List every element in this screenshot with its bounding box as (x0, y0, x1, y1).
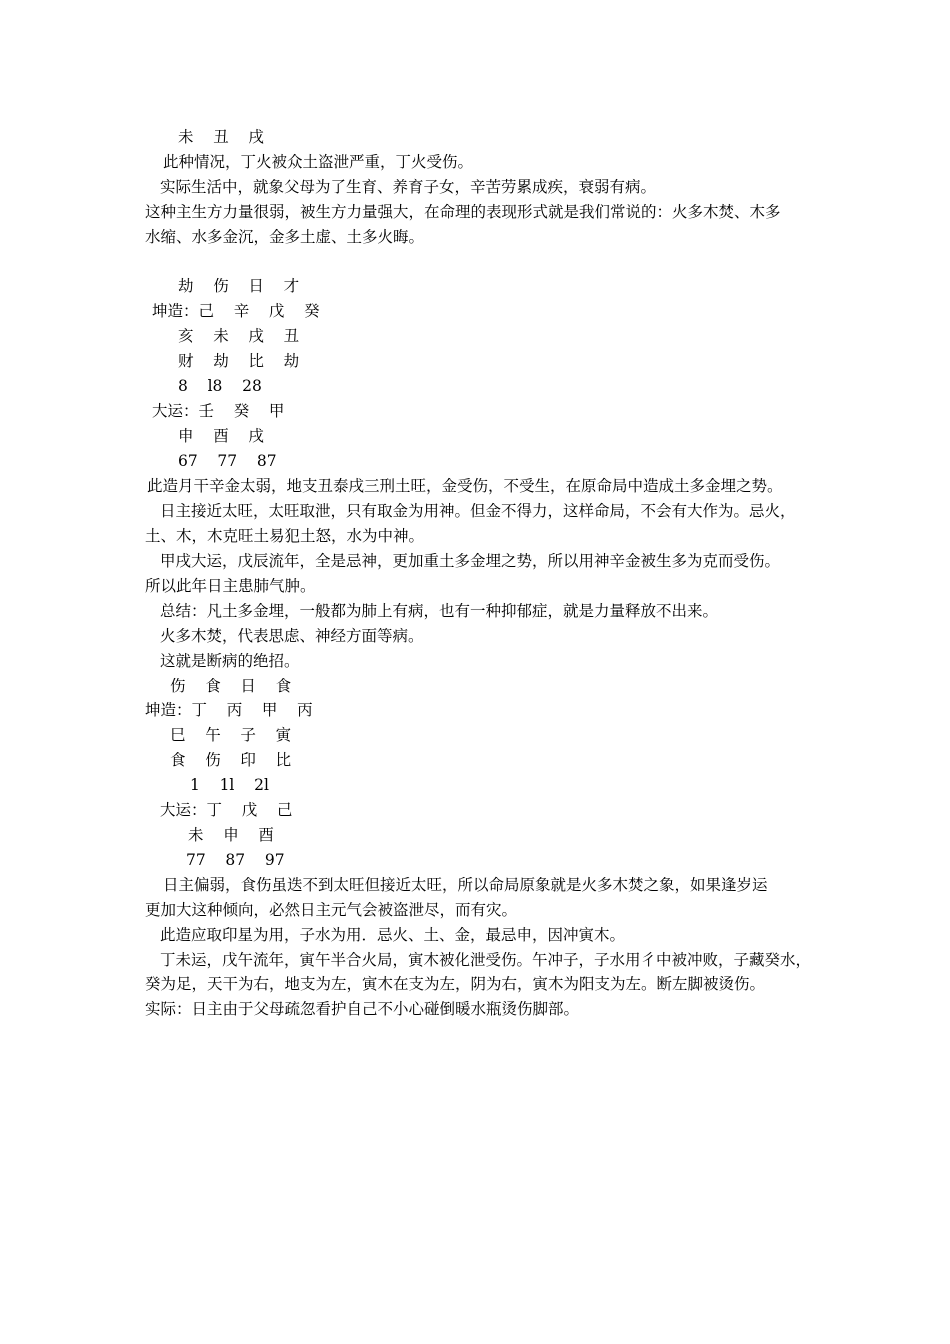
text-line: 67 77 87 (178, 452, 277, 470)
text-line: 所以此年日主患肺气肿。 (145, 577, 316, 595)
text-line: 巳 午 子 寅 (170, 726, 292, 744)
text-line: 癸为足，天干为右，地支为左，寅木在支为左，阴为右，寅木为阳支为左。断左脚被烫伤。 (145, 975, 766, 993)
text-line: 财 劫 比 劫 (178, 352, 300, 370)
text-line: 大运：壬 癸 甲 (152, 402, 285, 420)
text-line: 此造应取印星为用，子水为用．忌火、土、金，最忌申，因冲寅木。 (160, 926, 626, 944)
text-line: 食 伤 印 比 (170, 751, 292, 769)
text-line: 77 87 97 (186, 851, 285, 869)
text-line: 日主接近太旺，太旺取泄，只有取金为用神。但金不得力，这样命局，不会有大作为。忌火， (160, 502, 796, 520)
text-line: 此种情况，丁火被众土盗泄严重，丁火受伤。 (163, 153, 474, 171)
text-line: 坤造：丁 丙 甲 丙 (145, 701, 313, 719)
text-line: 申 酉 戌 (178, 427, 264, 445)
text-line: 坤造：己 辛 戊 癸 (152, 302, 320, 320)
text-line: 这就是断病的绝招。 (160, 652, 300, 670)
text-line: 8 l8 28 (178, 377, 262, 395)
text-line: 甲戌大运，戊辰流年，全是忌神，更加重土多金埋之势，所以用神辛金被生多为克而受伤。 (160, 552, 781, 570)
text-line: 亥 未 戌 丑 (178, 327, 300, 345)
text-line: 实际：日主由于父母疏忽看护自己不小心碰倒暖水瓶烫伤脚部。 (145, 1000, 580, 1018)
text-line: 水缩、水多金沉，金多土虚、土多火晦。 (145, 228, 425, 246)
text-line: 劫 伤 日 才 (178, 277, 300, 295)
text-line: 丁未运，戊午流年，寅午半合火局，寅木被化泄受伤。午冲子，子水用彳中被冲败，子藏癸水， (160, 951, 812, 969)
text-line: 此造月干辛金太弱，地支丑泰戌三刑土旺，金受伤，不受生，在原命局中造成土多金埋之势。 (147, 477, 783, 495)
text-line: 更加大这种倾向，必然日主元气会被盗泄尽，而有灾。 (145, 901, 518, 919)
text-line: 实际生活中，就象父母为了生育、养育子女，辛苦劳累成疾，衰弱有病。 (160, 178, 657, 196)
text-line: 未 申 酉 (188, 826, 274, 844)
text-line: 伤 食 日 食 (170, 677, 292, 695)
text-line: 未 丑 戌 (178, 128, 264, 146)
text-line: 1 1l 2l (190, 776, 269, 794)
text-line: 这种主生方力量很弱，被生方力量强大，在命理的表现形式就是我们常说的：火多木焚、木多 (145, 203, 781, 221)
text-line: 土、木，木克旺土易犯土怒，水为中神。 (145, 527, 425, 545)
text-line: 大运：丁 戊 己 (160, 801, 293, 819)
text-line: 日主偏弱，食伤虽迭不到太旺但接近太旺，所以命局原象就是火多木焚之象，如果逢岁运 (163, 876, 768, 894)
text-line: 火多木焚，代表思虑、神经方面等病。 (160, 627, 424, 645)
text-line: 总结：凡土多金埋，一般都为肺上有病，也有一种抑郁症，就是力量释放不出来。 (160, 602, 719, 620)
